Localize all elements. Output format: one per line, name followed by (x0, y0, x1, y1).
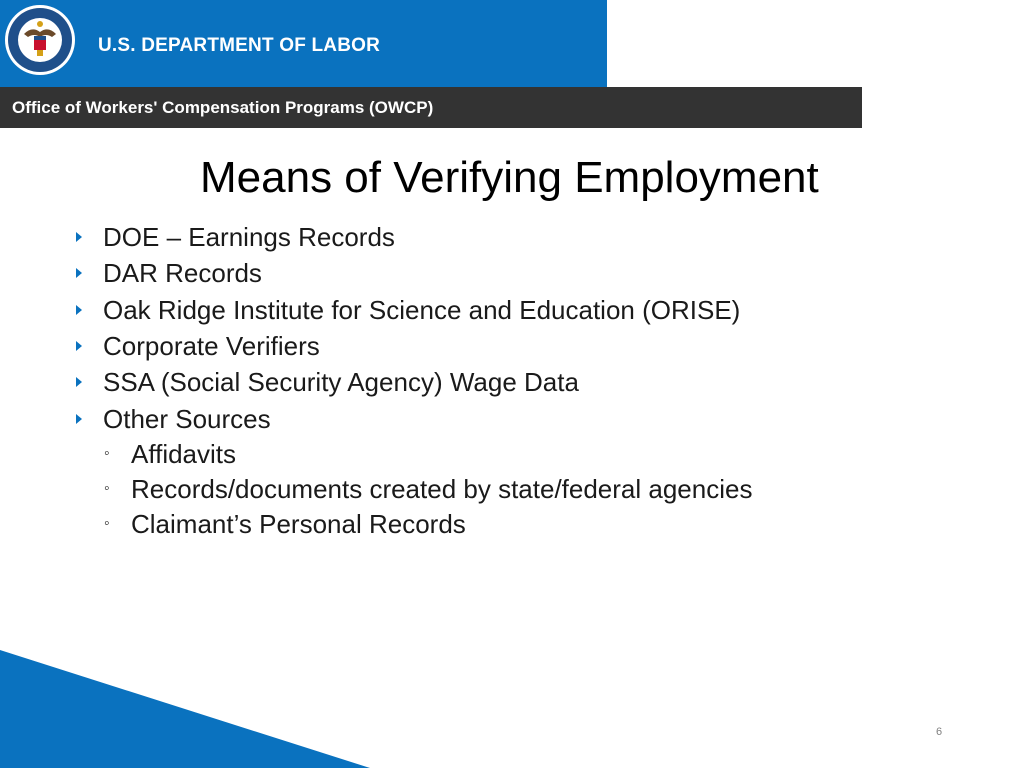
sub-bullet-item: Claimant’s Personal Records (131, 509, 466, 539)
sub-bullet-circle-icon: ◦ (104, 480, 110, 497)
bullet-item: Corporate Verifiers (103, 331, 320, 361)
office-title: Office of Workers' Compensation Programs (OWCP) (12, 98, 434, 117)
sub-bullet-item: Affidavits (131, 439, 237, 469)
bullet-item: Oak Ridge Institute for Science and Education (ORISE) (103, 295, 741, 325)
bullet-item: DOE – Earnings Records (103, 222, 395, 252)
page-number: 6 (936, 726, 943, 738)
department-title: U.S. DEPARTMENT OF LABOR (98, 35, 381, 56)
bullet-item: SSA (Social Security Agency) Wage Data (103, 367, 579, 397)
slide-title: Means of Verifying Employment (200, 153, 819, 202)
sub-bullet-circle-icon: ◦ (104, 445, 110, 462)
bullet-item: Other Sources (103, 404, 271, 434)
sub-bullet-item: Records/documents created by state/federal agencies (131, 474, 753, 504)
bullet-item: DAR Records (103, 258, 262, 288)
sub-bullet-circle-icon: ◦ (104, 515, 110, 532)
